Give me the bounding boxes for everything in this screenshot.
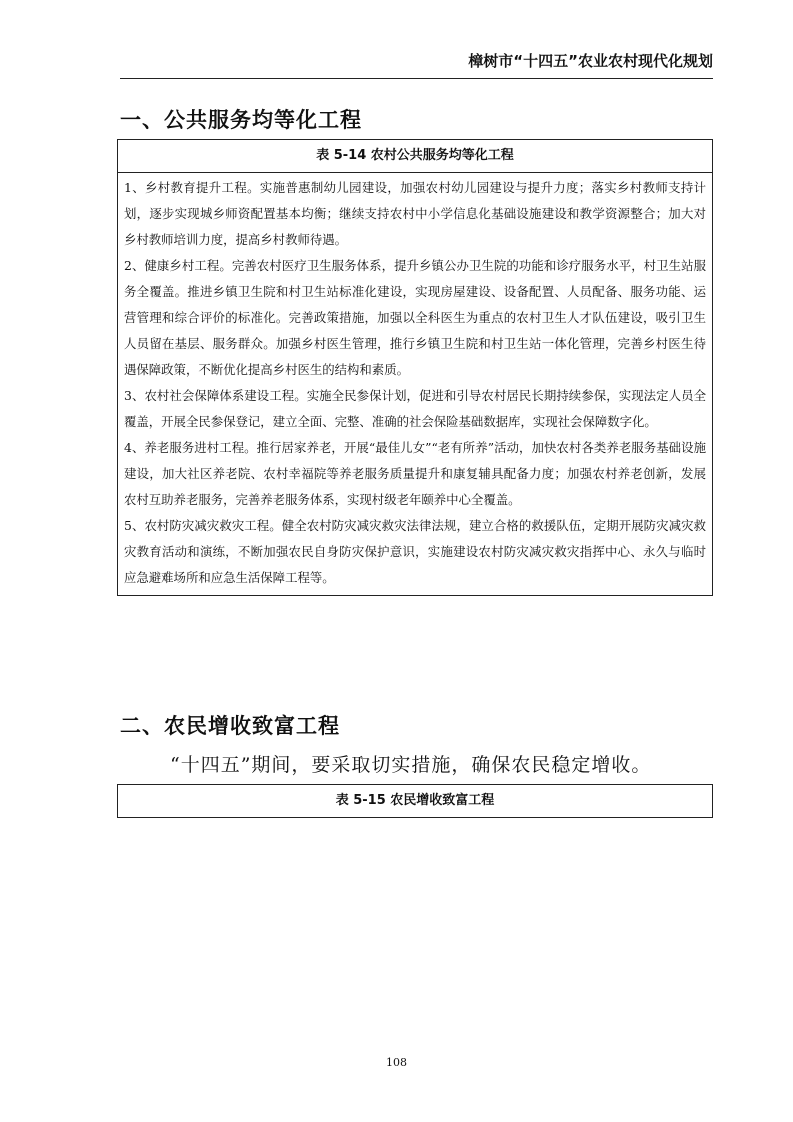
list-item: 5、农村防灾减灾救灾工程。健全农村防灾减灾救灾法律法规，建立合格的救援队伍，定期开展防灾减灾救灾教育活动和演练，不断加强农民自身防灾保护意识，实施建设农村防灾减灾救灾指挥中心、永久与临时应急避难场所和应急生活保障工程等。 [124, 518, 706, 585]
lead-paragraph: “十四五”期间，要采取切实措施，确保农民稳定增收。 [170, 754, 652, 776]
header-rule [120, 78, 713, 79]
table-caption: 表 5-14 农村公共服务均等化工程 [118, 140, 712, 173]
running-header: 樟树市“十四五”农业农村现代化规划 [468, 52, 713, 70]
section-heading-public-services: 一、公共服务均等化工程 [120, 108, 362, 132]
section-heading-income: 二、农民增收致富工程 [120, 714, 340, 738]
list-item: 1、乡村教育提升工程。实施普惠制幼儿园建设，加强农村幼儿园建设与提升力度；落实乡村教师支持计划，逐步实现城乡师资配置基本均衡；继续支持农村中小学信息化基础设施建设和教学资源整合；加大对乡村教师培训力度，提高乡村教师待遇。 [124, 180, 706, 247]
table-body [118, 173, 712, 595]
table-5-15 [117, 784, 713, 818]
list-item: 4、养老服务进村工程。推行居家养老，开展“最佳儿女”“老有所养”活动，加快农村各类养老服务基础设施建设，加大社区养老院、农村幸福院等养老服务质量提升和康复辅具配备力度；加强农村养老创新，发展农村互助养老服务，完善养老服务体系，实现村级老年颐养中心全覆盖。 [124, 440, 706, 507]
table-caption: 表 5-15 农民增收致富工程 [335, 793, 495, 808]
list-item: 3、农村社会保障体系建设工程。实施全民参保计划，促进和引导农村居民长期持续参保，实现法定人员全覆盖，开展全民参保登记，建立全面、完整、准确的社会保险基础数据库，实现社会保障数字化。 [124, 388, 706, 429]
table-5-14 [117, 139, 713, 596]
page-number: 108 [386, 1056, 407, 1069]
list-item: 2、健康乡村工程。完善农村医疗卫生服务体系，提升乡镇公办卫生院的功能和诊疗服务水平，村卫生站服务全覆盖。推进乡镇卫生院和村卫生站标准化建设，实现房屋建设、设备配置、人员配备、服务功能、运营管理和综合评价的标准化。完善政策措施，加强以全科医生为重点的农村卫生人才队伍建设，吸引卫生人员留在基层、服务群众。加强乡村医生管理，推行乡镇卫生院和村卫生站一体化管理，完善乡村医生待遇保障政策，不断优化提高乡村医生的结构和素质。 [124, 258, 706, 377]
